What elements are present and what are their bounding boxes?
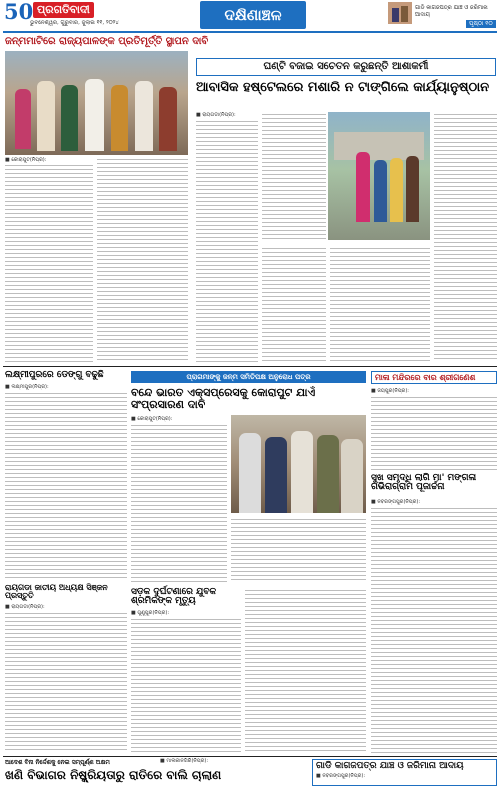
puja-byline: ■ ଜୟପୁର(ନିପ୍ର): bbox=[371, 388, 409, 394]
vande-body-col3 bbox=[245, 588, 366, 753]
mining-kicker: ଆଦେଶ ବିନା ନିର୍ଦ୍ଦେଶକୁ ନେଇ ସମ୍ପୂର୍ଣ୍ଣ ଅକ୍ଷମ bbox=[5, 759, 110, 766]
section-title-box bbox=[200, 1, 306, 29]
vande-byline: ■ କୋରାପୁଟ(ନିପ୍ର): bbox=[131, 416, 173, 422]
asha-banner bbox=[196, 58, 496, 76]
vande-headline: ବନ୍ଦେ ଭାରତ ଏକ୍ସପ୍ରେସକୁ କୋରାପୁଟ ଯାଏଁ ସଂପ୍ରସାରଣ ଦାବି bbox=[131, 386, 316, 411]
corner-photo bbox=[388, 2, 412, 24]
prosperity-headline: ସୁଖ ସମୃଦ୍ଧି ଲାଗି ମା' ମଙ୍ଗଳା ଗଭିରାଗ୍ରାମ ପୂଜାର୍ଚ୍ଚନା bbox=[371, 473, 477, 493]
masthead bbox=[0, 0, 500, 33]
vehicle-byline: ■ ନବରଙ୍ଗପୁର(ନିପ୍ର): bbox=[316, 773, 366, 779]
asha-banner-text: ଘଣ୍ଟି ବଜାଇ ସଚେତନ କରୁଛନ୍ତି ଆଶାକର୍ମୀ bbox=[263, 61, 429, 72]
vande-kicker-text: ପ୍ରାଗମାଙ୍କୁ ଜନ୍ମ ସମିତିପକ୍ଷ ଅନୁରୋଧ ପତ୍ର bbox=[186, 373, 311, 381]
divider-2 bbox=[3, 756, 497, 757]
lakshmipur-body bbox=[5, 391, 127, 580]
hostel-body-col1 bbox=[196, 119, 258, 362]
rayagada-headline: ରାୟଗଡା ଜାତୀୟ ଅଧ୍ୟକ୍ଷ ସିଞ୍ଜନ ପ୍ରସ୍ତୁତି bbox=[5, 583, 108, 601]
rayagada-body bbox=[5, 611, 127, 753]
lakshmipur-headline: ଲକ୍ଷ୍ମୀପୁରରେ ଡେଙ୍ଗୁ ବଢୁଛି bbox=[5, 370, 104, 380]
masthead-rule bbox=[3, 31, 497, 33]
accident-body bbox=[131, 617, 241, 753]
birth-place-body-col2 bbox=[97, 157, 188, 362]
vande-body-col2 bbox=[231, 517, 366, 583]
accident-headline: ସଡ଼କ ଦୁର୍ଘଟଣାରେ ଯୁବକ ଶ୍ରମିକଙ୍କ ମୃତ୍ୟୁ bbox=[131, 587, 217, 607]
lakshmipur-byline: ■ ଲକ୍ଷ୍ମୀପୁର(ନିପ୍ର): bbox=[5, 384, 49, 390]
birth-place-headline: ଜନ୍ମମାଟିରେ ରାଜ୍ୟପାଳଙ୍କ ପ୍ରତିମୂର୍ତ୍ତି ସ୍ଥାପନ ଦାବି bbox=[5, 36, 209, 47]
prosperity-body bbox=[371, 506, 497, 753]
vehicle-headline: ଗାଡି କାଗଜପତ୍ର ଯାଞ୍ଚ ଓ ଜରିମାନା ଆଦାୟ bbox=[316, 761, 464, 771]
vande-body-col1 bbox=[131, 423, 227, 583]
corner-caption: ଗାଡି କାଗଜପତ୍ର ଯାଞ୍ଚ ଓ ଜରିମାନା ଆଦାୟ bbox=[415, 5, 488, 18]
accident-byline: ■ ଗୁଣୁପୁର(ନିପ୍ର): bbox=[131, 610, 170, 616]
hostel-body-col4 bbox=[434, 112, 497, 362]
issue-line: ଭୁବନେଶ୍ୱର, ଗୁରୁବାର, ଜୁଲାଇ ୧୧, ୨୦୨୪ bbox=[30, 20, 119, 26]
vande-kicker bbox=[131, 371, 366, 383]
hostel-body-col2b bbox=[262, 246, 326, 362]
rayagada-byline: ■ ରାୟଗଡା(ନିପ୍ର): bbox=[5, 604, 45, 610]
prosperity-byline: ■ ନବରଙ୍ଗପୁର(ନିପ୍ର): bbox=[371, 499, 421, 505]
page-label: ପୃଷ୍ଠା ୧୦ bbox=[466, 20, 496, 28]
birth-place-body-col1 bbox=[5, 163, 93, 362]
mining-headline: ଖଣି ବିଭାଗର ନିଷ୍କ୍ରିୟତାରୁ ରାତିରେ ବାଲି ଚାଲାଣ bbox=[5, 768, 222, 782]
divider-1 bbox=[3, 366, 497, 367]
puja-headline: ମାଳା ମନ୍ଦିରରେ ବାର ଶ୍ରୀଗଣେଶ bbox=[375, 373, 476, 382]
logo-number: 50 bbox=[4, 0, 34, 24]
logo-50 bbox=[4, 1, 32, 23]
hostel-body-col3b bbox=[330, 246, 430, 362]
section-title: ଦକ୍ଷିଣାଞ୍ଚଳ bbox=[224, 6, 282, 24]
birth-place-photo bbox=[5, 51, 188, 155]
mining-byline: ■ ମାଲକାନଗିରି(ନିପ୍ର): bbox=[160, 758, 209, 764]
hostel-headline: ଆବାସିକ ହଷ୍ଟେଲରେ ମଶାରି ନ ଟାଙ୍ଗିଲେ କାର୍ଯ୍ୟାନୁଷ୍ଠାନ bbox=[196, 80, 490, 95]
hostel-body-col2 bbox=[262, 112, 326, 242]
vande-photo bbox=[231, 415, 366, 513]
puja-headline-box bbox=[371, 371, 497, 384]
vehicle-headline-box bbox=[312, 759, 497, 786]
hostel-photo bbox=[328, 112, 430, 240]
paper-name: ପ୍ରଗତିବାଦୀ bbox=[33, 2, 94, 18]
birth-place-byline: ■ କୋରାପୁଟ(ନିପ୍ର): bbox=[5, 157, 47, 163]
hostel-byline: ■ ରାୟଗଡା(ନିପ୍ର): bbox=[196, 112, 236, 118]
puja-body bbox=[371, 395, 497, 470]
